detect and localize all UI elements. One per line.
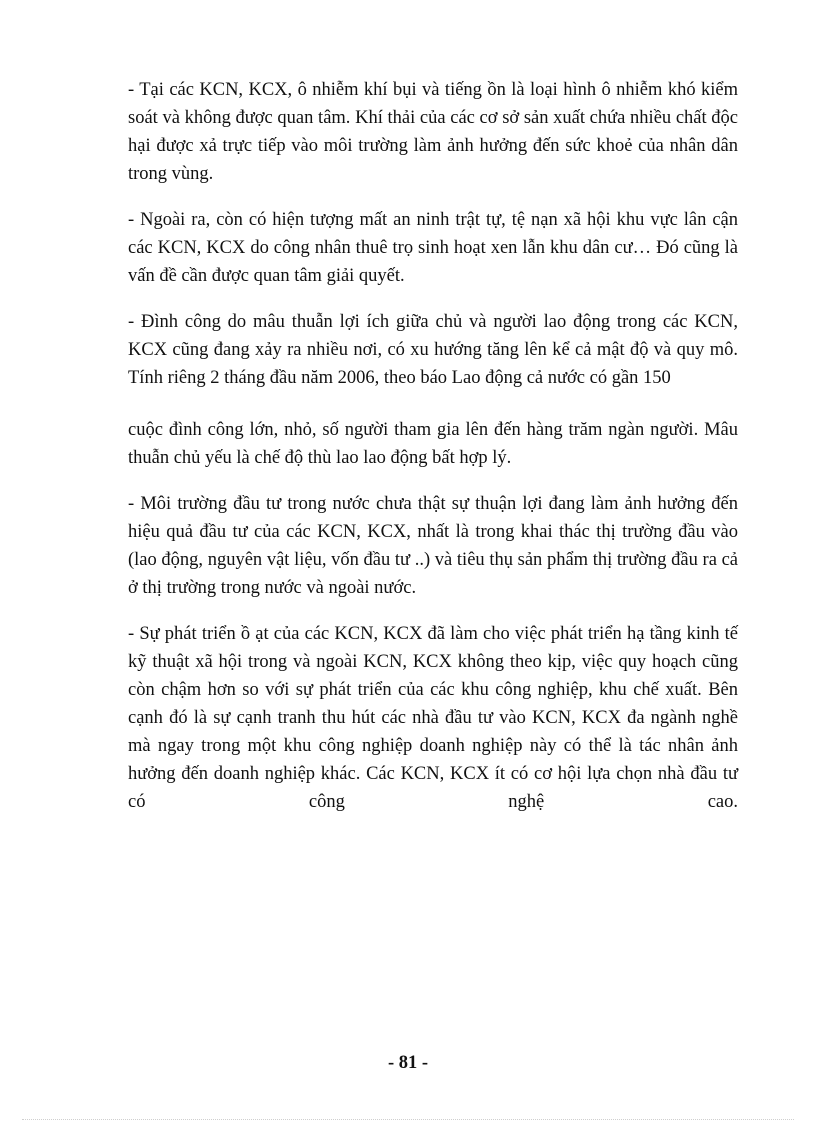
footer-divider xyxy=(22,1119,794,1120)
paragraph-security-social-issues: - Ngoài ra, còn có hiện tượng mất an ninh trật tự, tệ nạn xã hội khu vực lân cận các KCN, KCX do công nhân thuê trọ sinh hoạt xen lẫn khu dân cư… Đó cũng là vấn đề cần được quan tâm giải quyết. xyxy=(128,210,738,286)
paragraph-strikes-continued: cuộc đình công lớn, nhỏ, số người tham gia lên đến hàng trăm ngàn người. Mâu thuẫn chủ yếu là chế độ thù lao lao động bất hợp lý. xyxy=(128,420,738,468)
paragraph-infrastructure-development: - Sự phát triển ồ ạt của các KCN, KCX đã làm cho việc phát triển hạ tầng kinh tế kỹ thuật xã hội trong và ngoài KCN, KCX không theo kịp, việc quy hoạch cũng còn chậm hơn so với sự phát triển của các khu công nghiệp, khu chế xuất. Bên cạnh đó là sự cạnh tranh thu hút các nhà đầu tư vào KCN, KCX đa ngành nghề mà ngay trong một khu công nghiệp doanh nghiệp này có thể là tác nhân ảnh hưởng đến doanh nghiệp khác. Các KCN, KCX ít có cơ hội lựa chọn nhà đầu tư có công nghệ cao. xyxy=(128,624,738,812)
paragraph-investment-environment: - Môi trường đầu tư trong nước chưa thật sự thuận lợi đang làm ảnh hưởng đến hiệu quả đầu tư của các KCN, KCX, nhất là trong khai thác thị trường đầu vào (lao động, nguyên vật liệu, vốn đầu tư ..) và tiêu thụ sản phẩm thị trường đầu ra cả ở thị trường trong nước và ngoài nước. xyxy=(128,494,738,598)
paragraph-air-noise-pollution: - Tại các KCN, KCX, ô nhiễm khí bụi và tiếng ồn là loại hình ô nhiễm khó kiểm soát và không được quan tâm. Khí thải của các cơ sở sản xuất chứa nhiều chất độc hại được xả trực tiếp vào môi trường làm ảnh hưởng đến sức khoẻ của nhân dân trong vùng. xyxy=(128,80,738,184)
page-number: - 81 - xyxy=(387,1053,429,1073)
page-body xyxy=(128,68,738,816)
paragraph-strikes: - Đình công do mâu thuẫn lợi ích giữa chủ và người lao động trong các KCN, KCX cũng đang xảy ra nhiều nơi, có xu hướng tăng lên kể cả mật độ và quy mô. Tính riêng 2 tháng đầu năm 2006, theo báo Lao động cả nước có gần 150 xyxy=(128,312,738,388)
